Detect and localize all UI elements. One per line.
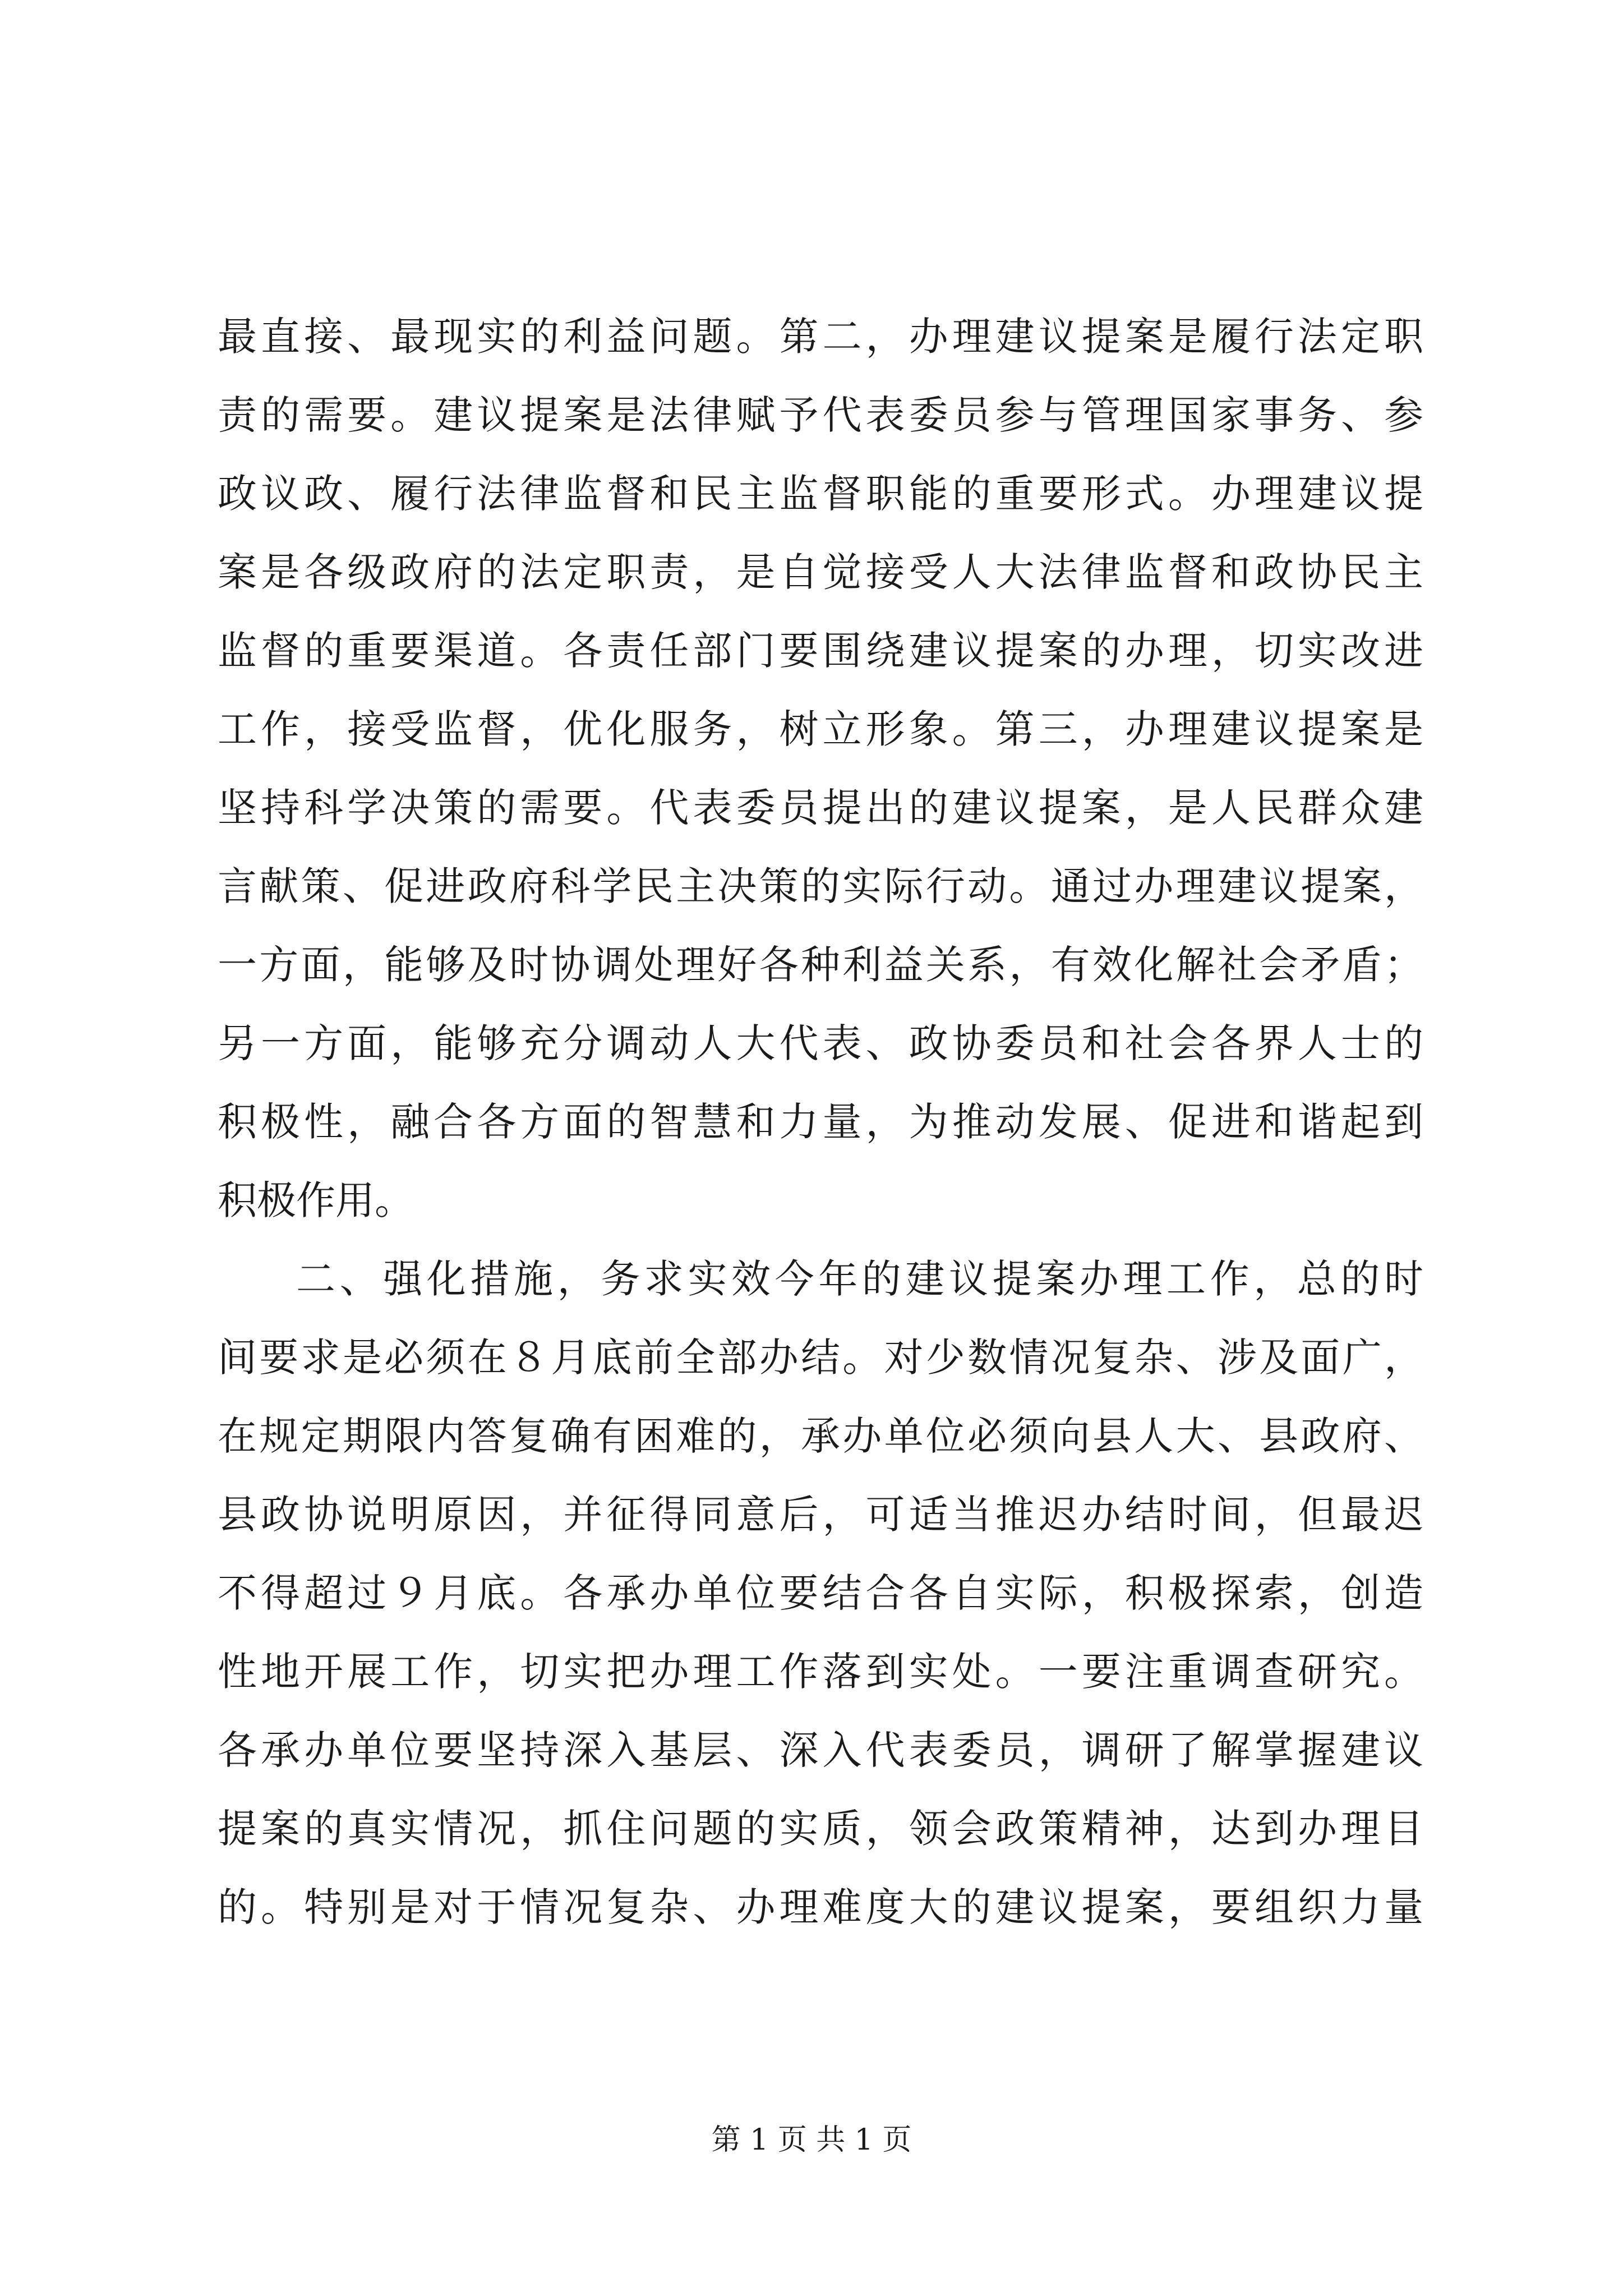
text-line: 间要求是必须在８月底前全部办结。对少数情况复杂、涉及面广， [218,1335,1423,1381]
text-line: 提案的真实情况，抓住问题的实质，领会政策精神，达到办理目 [218,1806,1423,1852]
text-line: 工作，接受监督，优化服务，树立形象。第三，办理建议提案是 [218,706,1423,752]
document-body [218,297,1423,1947]
text-line: 政议政、履行法律监督和民主监督职能的重要形式。办理建议提 [218,471,1423,517]
text-line: 责的需要。建议提案是法律赋予代表委员参与管理国家事务、参 [218,392,1423,438]
text-line: 一方面，能够及时协调处理好各种利益关系，有效化解社会矛盾； [218,942,1423,988]
section-heading-line: 二、强化措施，务求实效今年的建议提案办理工作，总的时 [296,1256,1423,1302]
text-line: 监督的重要渠道。各责任部门要围绕建议提案的办理，切实改进 [218,628,1423,674]
text-line: 坚持科学决策的需要。代表委员提出的建议提案，是人民群众建 [218,785,1423,831]
page-footer [0,2120,1623,2160]
text-line: 积极性，融合各方面的智慧和力量，为推动发展、促进和谐起到 [218,1099,1423,1145]
text-line: 的。特别是对于情况复杂、办理难度大的建议提案，要组织力量 [218,1884,1423,1930]
text-line: 最直接、最现实的利益问题。第二，办理建议提案是履行法定职 [218,314,1423,360]
text-line: 另一方面，能够充分调动人大代表、政协委员和社会各界人士的 [218,1020,1423,1066]
text-line: 性地开展工作，切实把办理工作落到实处。一要注重调查研究。 [218,1649,1423,1695]
text-line: 积极作用。 [218,1177,414,1223]
page-number: 第 1 页 共 1 页 [711,2123,912,2157]
text-line: 不得超过９月底。各承办单位要结合各自实际，积极探索，创造 [218,1570,1423,1616]
text-line: 言献策、促进政府科学民主决策的实际行动。通过办理建议提案， [218,863,1423,909]
text-line: 案是各级政府的法定职责，是自觉接受人大法律监督和政协民主 [218,549,1423,595]
text-line: 在规定期限内答复确有困难的，承办单位必须向县人大、县政府、 [218,1413,1423,1459]
text-line: 各承办单位要坚持深入基层、深入代表委员，调研了解掌握建议 [218,1727,1423,1773]
text-line: 县政协说明原因，并征得同意后，可适当推迟办结时间，但最迟 [218,1492,1423,1538]
